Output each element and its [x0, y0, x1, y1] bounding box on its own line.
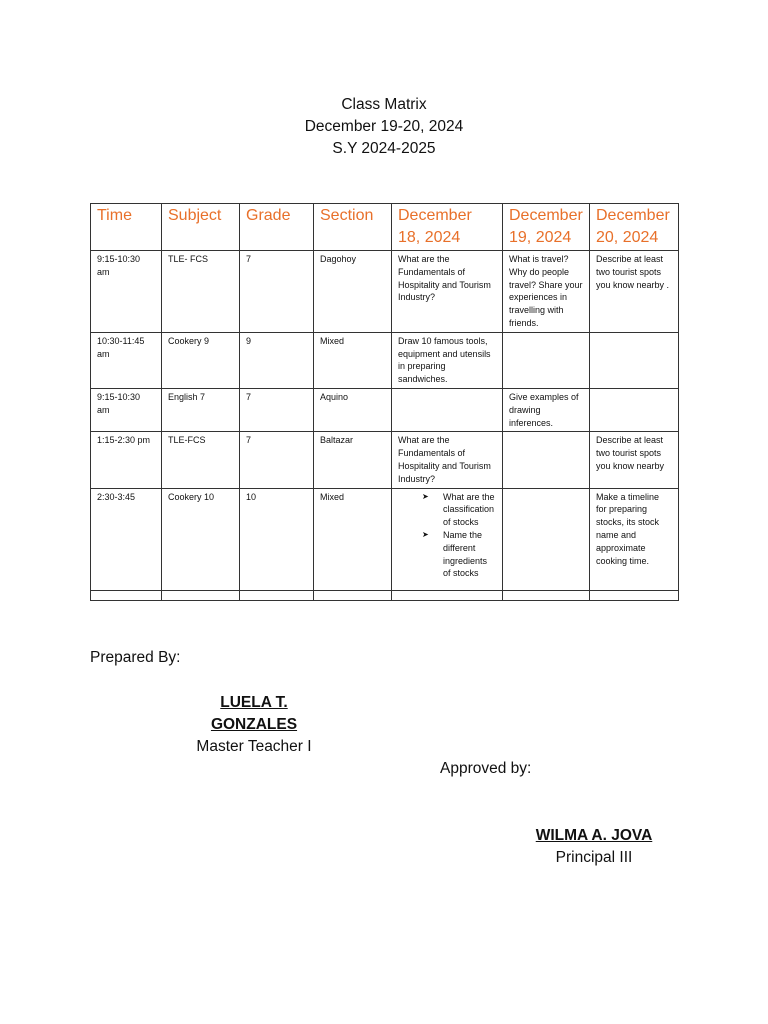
table-row [91, 388, 679, 431]
cell-december-20: Describe at least two tourist spots you know nearby . [590, 251, 679, 333]
document-dates: December 19-20, 2024 [304, 118, 464, 135]
cell-subject: English 7 [162, 388, 240, 431]
table-row [91, 251, 679, 333]
cell-subject: TLE-FCS [162, 432, 240, 488]
approved-by-label: Approved by: [440, 760, 532, 777]
cell-time: 10:30-11:45 am [91, 332, 162, 388]
cell-time: 9:15-10:30 am [91, 251, 162, 333]
header-december-19: December 19, 2024 [503, 204, 590, 251]
cell-december-18 [392, 388, 503, 431]
cell-grade: 10 [240, 488, 314, 590]
cell-time: 2:30-3:45 [91, 488, 162, 590]
cell-december-19 [503, 488, 590, 590]
table-row-empty [91, 590, 679, 600]
list-item [398, 491, 495, 529]
cell-december-18: What are the Fundamentals of Hospitality and Tourism Industry? [392, 251, 503, 333]
bullet-list [398, 491, 496, 581]
cell-december-20: Describe at least two tourist spots you know nearby [590, 432, 679, 488]
cell-subject: Cookery 10 [162, 488, 240, 590]
header-december-18: December 18, 2024 [392, 204, 503, 251]
header-subject: Subject [162, 204, 240, 251]
header-time: Time [91, 204, 162, 251]
class-matrix-table [90, 203, 679, 601]
preparer-name: LUELA T. GONZALES [210, 694, 298, 733]
cell-december-18: What are the Fundamentals of Hospitality and Tourism Industry? [392, 432, 503, 488]
cell-december-20 [590, 332, 679, 388]
table-header-row [91, 204, 679, 251]
table-row [91, 332, 679, 388]
cell-december-18: Draw 10 famous tools, equipment and utensils in preparing sandwiches. [392, 332, 503, 388]
list-item-text: Name the different ingredients of stocks [443, 529, 488, 579]
preparer-signature-block [179, 692, 329, 758]
cell-section: Dagohoy [314, 251, 392, 333]
cell-subject: TLE- FCS [162, 251, 240, 333]
header-section: Section [314, 204, 392, 251]
cell-time: 1:15-2:30 pm [91, 432, 162, 488]
prepared-by-label: Prepared By: [90, 649, 181, 666]
empty-cell [162, 590, 240, 600]
approver-signature-block [530, 825, 658, 869]
header-grade: Grade [240, 204, 314, 251]
arrowhead-bullet-icon: ➤ [422, 529, 429, 539]
cell-december-19: What is travel? Why do people travel? Share your experiences in travelling with friends. [503, 251, 590, 333]
cell-grade: 7 [240, 251, 314, 333]
cell-december-19 [503, 332, 590, 388]
cell-grade: 7 [240, 432, 314, 488]
document-header [0, 94, 768, 160]
approver-position: Principal III [555, 849, 633, 866]
header-december-20: December 20, 2024 [590, 204, 679, 251]
cell-section: Mixed [314, 488, 392, 590]
cell-section: Aquino [314, 388, 392, 431]
approver-name: WILMA A. JOVA [535, 827, 653, 844]
cell-time: 9:15-10:30 am [91, 388, 162, 431]
empty-cell [392, 590, 503, 600]
school-year: S.Y 2024-2025 [332, 140, 436, 157]
cell-december-20: Make a timeline for preparing stocks, its stock name and approximate cooking time. [590, 488, 679, 590]
list-item [398, 529, 495, 580]
empty-cell [503, 590, 590, 600]
empty-cell [91, 590, 162, 600]
document-title: Class Matrix [341, 96, 427, 113]
list-item-text: What are the classification of stocks [443, 491, 495, 528]
cell-section: Mixed [314, 332, 392, 388]
arrowhead-bullet-icon: ➤ [422, 491, 429, 501]
empty-cell [590, 590, 679, 600]
table-row [91, 488, 679, 590]
cell-december-20 [590, 388, 679, 431]
empty-cell [314, 590, 392, 600]
empty-cell [240, 590, 314, 600]
cell-grade: 7 [240, 388, 314, 431]
cell-december-19: Give examples of drawing inferences. [503, 388, 590, 431]
table-row [91, 432, 679, 488]
cell-grade: 9 [240, 332, 314, 388]
cell-december-18 [392, 488, 503, 590]
cell-december-19 [503, 432, 590, 488]
cell-section: Baltazar [314, 432, 392, 488]
cell-subject: Cookery 9 [162, 332, 240, 388]
preparer-position: Master Teacher I [196, 738, 312, 755]
